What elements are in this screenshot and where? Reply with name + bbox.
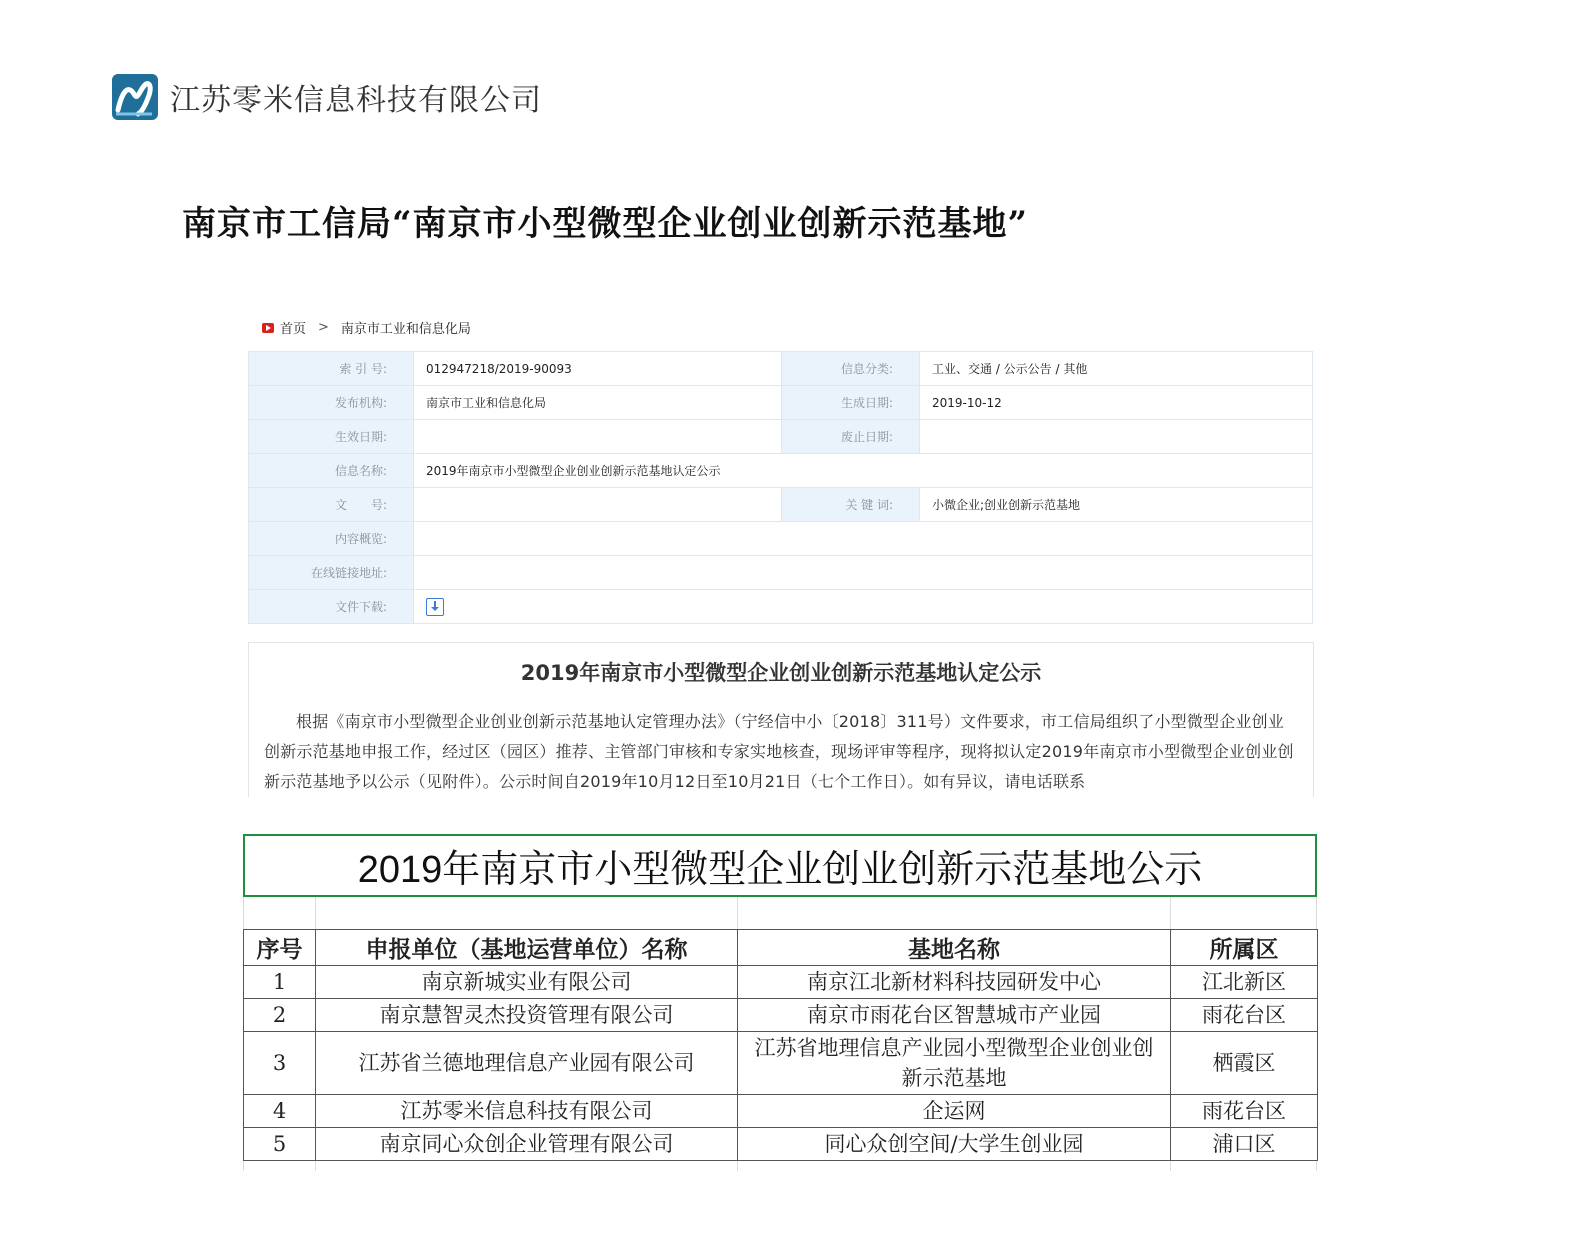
- article-box: [248, 642, 1314, 797]
- company-header: [112, 74, 542, 120]
- doc-number-label: 文 号:: [249, 488, 414, 522]
- meta-row: [249, 420, 1313, 454]
- online-link-label: 在线链接地址:: [249, 556, 414, 590]
- base-list-table: [243, 929, 1318, 1161]
- header-seq: 序号: [244, 930, 316, 966]
- sheet-gridline-gap: [243, 897, 1317, 929]
- meta-row: [249, 488, 1313, 522]
- repealed-date-label: 废止日期:: [782, 420, 920, 454]
- category-value: 工业、交通 / 公示公告 / 其他: [920, 352, 1313, 386]
- cell-applicant: 江苏省兰德地理信息产业园有限公司: [316, 1032, 738, 1095]
- doc-number-value: [414, 488, 782, 522]
- cell-district: 雨花台区: [1171, 1095, 1318, 1128]
- meta-row: [249, 522, 1313, 556]
- meta-row: [249, 556, 1313, 590]
- cell-seq: 3: [244, 1032, 316, 1095]
- cell-district: 江北新区: [1171, 966, 1318, 999]
- table-row: [244, 999, 1318, 1032]
- cell-base-name: 南京江北新材料科技园研发中心: [738, 966, 1171, 999]
- meta-row: [249, 590, 1313, 624]
- publisher-label: 发布机构:: [249, 386, 414, 420]
- cell-base-name: 南京市雨花台区智慧城市产业园: [738, 999, 1171, 1032]
- cell-seq: 4: [244, 1095, 316, 1128]
- cell-district: 浦口区: [1171, 1128, 1318, 1161]
- cell-seq: 5: [244, 1128, 316, 1161]
- cell-base-name: 同心众创空间/大学生创业园: [738, 1128, 1171, 1161]
- info-name-value: 2019年南京市小型微型企业创业创新示范基地认定公示: [414, 454, 1313, 488]
- repealed-date-value: [920, 420, 1313, 454]
- cell-district: 栖霞区: [1171, 1032, 1318, 1095]
- breadcrumb-home-link[interactable]: 首页: [280, 322, 307, 337]
- table-header-row: [244, 930, 1318, 966]
- cell-seq: 2: [244, 999, 316, 1032]
- cell-applicant: 南京同心众创企业管理有限公司: [316, 1128, 738, 1161]
- file-download-label: 文件下载:: [249, 590, 414, 624]
- cell-district: 雨花台区: [1171, 999, 1318, 1032]
- table-row: [244, 1095, 1318, 1128]
- cell-applicant: 南京慧智灵杰投资管理有限公司: [316, 999, 738, 1032]
- header-applicant: 申报单位（基地运营单位）名称: [316, 930, 738, 966]
- cell-applicant: 江苏零米信息科技有限公司: [316, 1095, 738, 1128]
- header-base-name: 基地名称: [738, 930, 1171, 966]
- table-row: [244, 966, 1318, 999]
- created-date-label: 生成日期:: [782, 386, 920, 420]
- summary-value: [414, 522, 1313, 556]
- header-district: 所属区: [1171, 930, 1318, 966]
- info-name-label: 信息名称:: [249, 454, 414, 488]
- cell-applicant: 南京新城实业有限公司: [316, 966, 738, 999]
- effective-date-label: 生效日期:: [249, 420, 414, 454]
- keywords-value: 小微企业;创业创新示范基地: [920, 488, 1313, 522]
- info-meta-table: [248, 351, 1313, 624]
- table-row: [244, 1128, 1318, 1161]
- article-body: 根据《南京市小型微型企业创业创新示范基地认定管理办法》（宁经信中小〔2018〕311号）文件要求，市工信局组织了小型微型企业创业创新示范基地申报工作，经过区（园区）推荐、主管部门审核和专家实地核查，现场评审等程序，现将拟认定2019年南京市小型微型企业创业创新示范基地予以公示（见附件）。公示时间自2019年10月12日至10月21日（七个工作日）。如有异议，请电话联系: [264, 712, 1294, 791]
- sheet-gridline-tail: [243, 1161, 1317, 1171]
- index-label: 索 引 号:: [249, 352, 414, 386]
- summary-label: 内容概览:: [249, 522, 414, 556]
- table-row: [244, 1032, 1318, 1095]
- home-icon: [262, 323, 274, 333]
- online-link-value: [414, 556, 1313, 590]
- download-icon[interactable]: [426, 598, 444, 616]
- breadcrumb-separator: >: [318, 320, 329, 335]
- meta-row: [249, 352, 1313, 386]
- meta-row: [249, 386, 1313, 420]
- spreadsheet-list: [243, 834, 1317, 1171]
- meta-row: [249, 454, 1313, 488]
- effective-date-value: [414, 420, 782, 454]
- breadcrumb: [262, 318, 471, 337]
- publisher-value: 南京市工业和信息化局: [414, 386, 782, 420]
- cell-base-name: 江苏省地理信息产业园小型微型企业创业创新示范基地: [738, 1032, 1171, 1095]
- file-download-cell: [414, 590, 1313, 624]
- page-title: 南京市工信局“南京市小型微型企业创业创新示范基地”: [182, 204, 1029, 244]
- article-title: 2019年南京市小型微型企业创业创新示范基地认定公示: [520, 661, 1042, 685]
- cell-base-name: 企运网: [738, 1095, 1171, 1128]
- category-label: 信息分类:: [782, 352, 920, 386]
- keywords-label: 关 键 词:: [782, 488, 920, 522]
- cell-seq: 1: [244, 966, 316, 999]
- company-logo-icon: [112, 74, 158, 120]
- index-value: 012947218/2019-90093: [414, 352, 782, 386]
- created-date-value: 2019-10-12: [920, 386, 1313, 420]
- company-name: 江苏零米信息科技有限公司: [170, 83, 542, 118]
- sheet-title: 2019年南京市小型微型企业创业创新示范基地公示: [243, 834, 1317, 897]
- breadcrumb-current-link[interactable]: 南京市工业和信息化局: [340, 322, 471, 337]
